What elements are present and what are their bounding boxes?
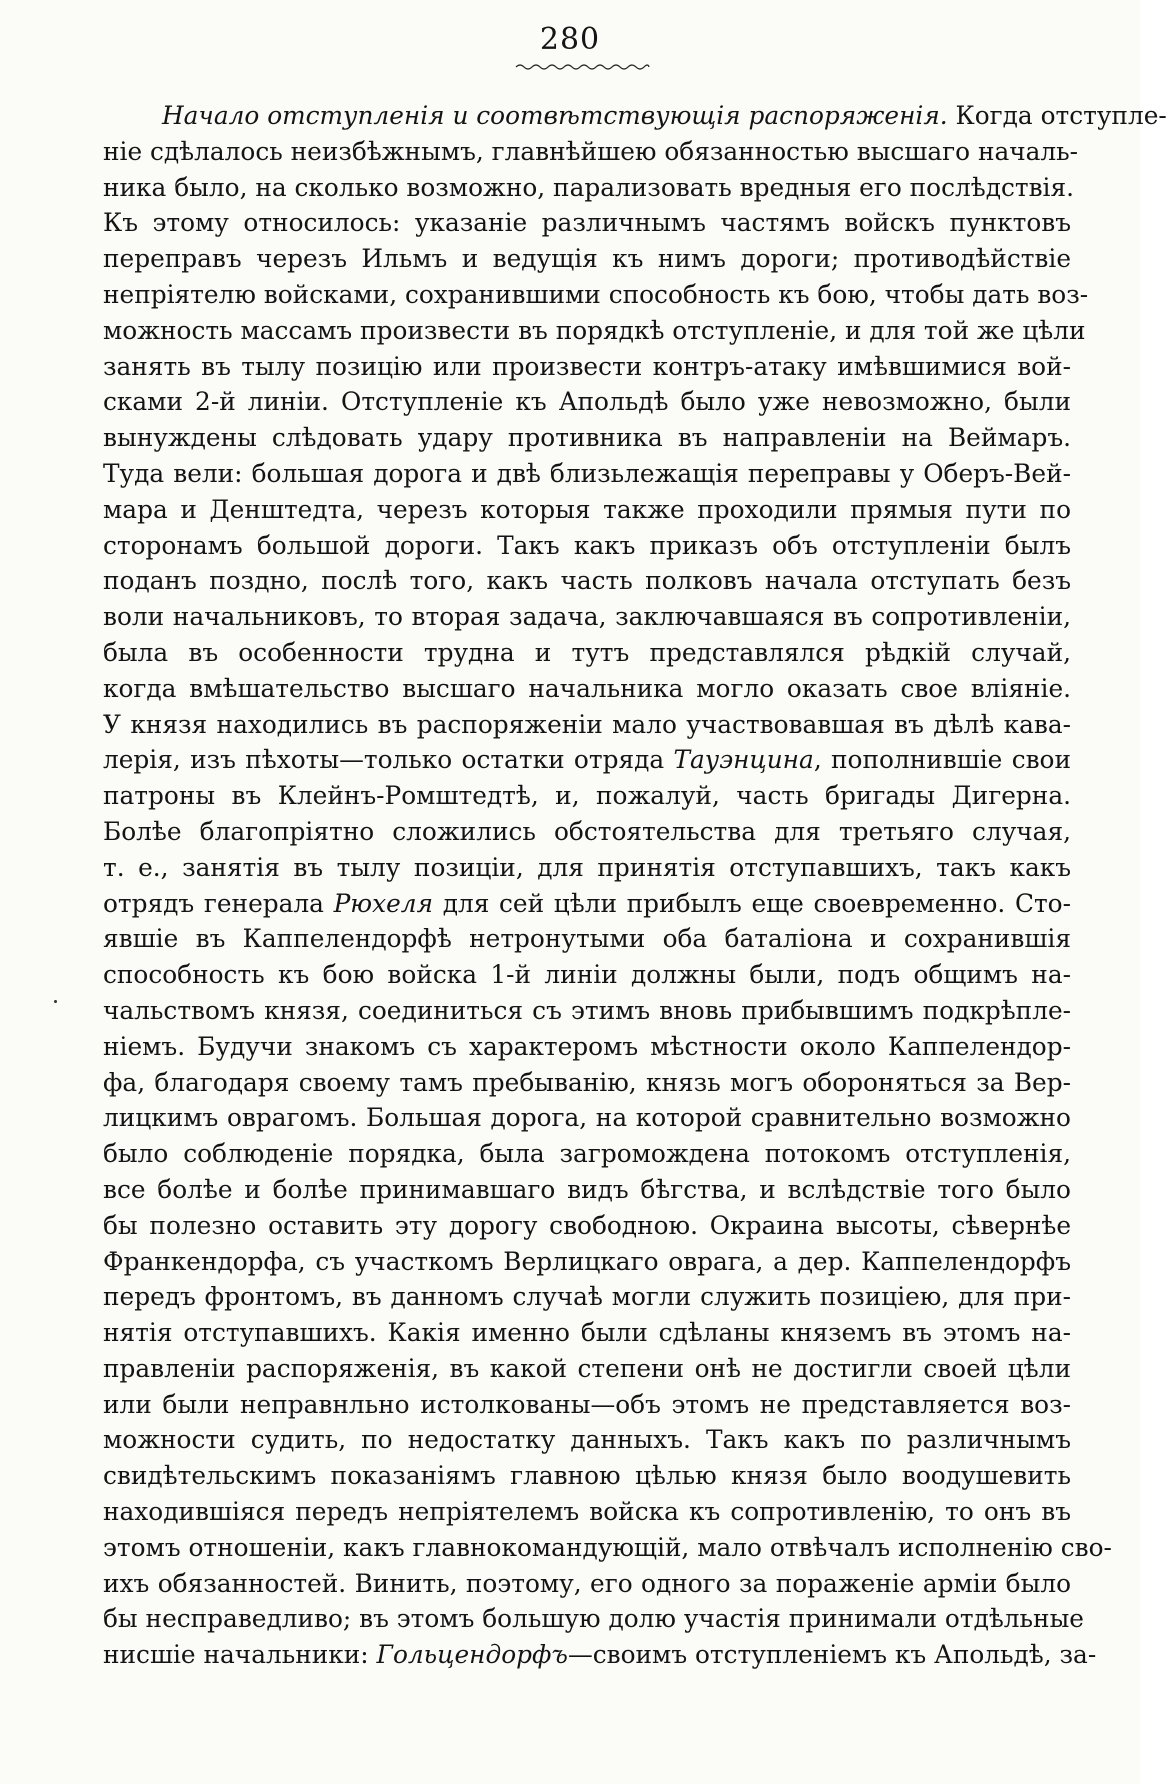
text-line: непріятелю войсками, сохранившими способность къ бою, чтобы дать воз- [103, 279, 1089, 309]
page-number: 280 [539, 22, 601, 57]
text-line: занять въ тылу позицію или произвести контръ-атаку имѣвшимися вой- [103, 351, 1071, 381]
text-line: бы полезно оставить эту дорогу свободною. Окраина высоты, сѣвернѣе [103, 1210, 1071, 1240]
italic-name: Гольцендорфъ [376, 1640, 568, 1670]
text-line: передъ фронтомъ, въ данномъ случаѣ могли служить позиціею, для при- [103, 1282, 1071, 1312]
text-line: лерія, изъ пѣхоты—только остатки отряда Тауэнцина, пополнившіе свои [103, 745, 1071, 775]
text-line: можности судить, по недостатку данныхъ. Такъ какъ по различнымъ [103, 1425, 1071, 1455]
text-line: нятія отступавшихъ. Какія именно были сдѣланы княземъ въ этомъ на- [103, 1318, 1071, 1348]
text-line: мара и Денштедта, черезъ которыя также проходили прямыя пути по [103, 494, 1071, 524]
text-line: этомъ отношеніи, какъ главнокомандующій, мало отвѣчалъ исполненію сво- [103, 1532, 1112, 1562]
text-line: свидѣтельскимъ показаніямъ главною цѣлью князя было воодушевить [103, 1461, 1071, 1491]
wavy-underline-ornament [516, 63, 649, 71]
text-line: патроны въ Клейнъ-Ромштедтѣ, и, пожалуй, часть бригады Дигерна. [103, 781, 1071, 811]
text-line: бы несправедливо; въ этомъ большую долю участія принимали отдѣльные [103, 1604, 1084, 1634]
text-line: была въ особенности трудна и тутъ представлялся рѣдкій случай, [103, 637, 1071, 667]
section-heading: Начало отступленія и соотвѣтствующія распоряженія. [162, 101, 948, 130]
text-line: Франкендорфа, съ участкомъ Верлицкаго оврага, а дер. Каппелендорфъ [103, 1246, 1071, 1276]
text-line: т. е., занятія въ тылу позиціи, для принятія отступавшихъ, такъ какъ [103, 852, 1071, 882]
text-line: Начало отступленія и соотвѣтствующія распоряженія. Когда отступле- [162, 101, 1167, 130]
text-line: отрядъ генерала Рюхеля для сей цѣли прибылъ еще своевременно. Сто- [103, 888, 1071, 918]
text-line: можность массамъ произвести въ порядкѣ отступленіе, и для той же цѣли [103, 315, 1086, 345]
text-line: находившіяся передъ непріятелемъ войска къ сопротивленію, то онъ въ [103, 1497, 1071, 1527]
text-line: переправъ черезъ Ильмъ и ведущія къ нимъ дороги; противодѣйствіе [103, 244, 1071, 274]
text-line: У князя находились въ распоряженіи мало участвовавшая въ дѣлѣ кава- [103, 709, 1071, 739]
italic-name: Рюхеля [333, 888, 434, 918]
text-line: было соблюденіе порядка, была загромождена потокомъ отступленія, [103, 1139, 1071, 1169]
text-line: ихъ обязанностей. Винить, поэтому, его одного за пораженіе арміи было [103, 1568, 1071, 1598]
body-text [103, 98, 1167, 1673]
text-line: вынуждены слѣдовать удару противника въ направленіи на Веймаръ. [103, 423, 1071, 453]
text-line: Къ этому относилось: указаніе различнымъ частямъ войскъ пунктовъ [103, 208, 1071, 238]
text-line: ніе сдѣлалось неизбѣжнымъ, главнѣйшею обязанностью высшаго началь- [103, 136, 1079, 166]
text-line: Туда вели: большая дорога и двѣ близьлежащія переправы у Оберъ-Вей- [103, 458, 1071, 488]
text-line: поданъ поздно, послѣ того, какъ часть полковъ начала отступать безъ [103, 566, 1071, 596]
text-line: все болѣе и болѣе принимавшаго видъ бѣгства, и вслѣдствіе того было [103, 1174, 1071, 1204]
text-line: Болѣе благопріятно сложились обстоятельства для третьяго случая, [103, 816, 1071, 846]
ink-speck [54, 1000, 57, 1003]
text-line: сторонамъ большой дороги. Такъ какъ приказъ объ отступленіи былъ [103, 530, 1071, 560]
text-line: способность къ бою войска 1-й линіи должны были, подъ общимъ на- [103, 960, 1071, 990]
text-line: нисшіе начальники: Гольцендорфъ—своимъ отступленіемъ къ Апольдѣ, за- [103, 1640, 1097, 1670]
text-line: сками 2-й линіи. Отступленіе къ Апольдѣ было уже невозможно, были [103, 387, 1071, 417]
text-line: фа, благодаря своему тамъ пребыванію, князь могъ обороняться за Вер- [103, 1067, 1071, 1097]
text-line: ніемъ. Будучи знакомъ съ характеромъ мѣстности около Каппелендор- [103, 1031, 1071, 1061]
text-line: воли начальниковъ, то вторая задача, заключавшаяся въ сопротивленіи, [103, 602, 1071, 632]
text-line: явшіе въ Каппелендорфѣ нетронутыми оба баталіона и сохранившія [103, 924, 1071, 954]
text-line: чальствомъ князя, соединиться съ этимъ вновь прибывшимъ подкрѣпле- [103, 995, 1071, 1025]
text-line: лицкимъ оврагомъ. Большая дорога, на которой сравнительно возможно [103, 1103, 1071, 1133]
text-line: правленіи распоряженія, въ какой степени онѣ не достигли своей цѣли [103, 1353, 1071, 1383]
text-line: или были неправнльно истолкованы—объ этомъ не представляется воз- [103, 1389, 1071, 1419]
text-line: когда вмѣшательство высшаго начальника могло оказать свое вліяніе. [103, 673, 1071, 703]
text-line: ника было, на сколько возможно, парализовать вредныя его послѣдствія. [103, 172, 1074, 202]
italic-name: Тауэнцина [673, 745, 814, 775]
